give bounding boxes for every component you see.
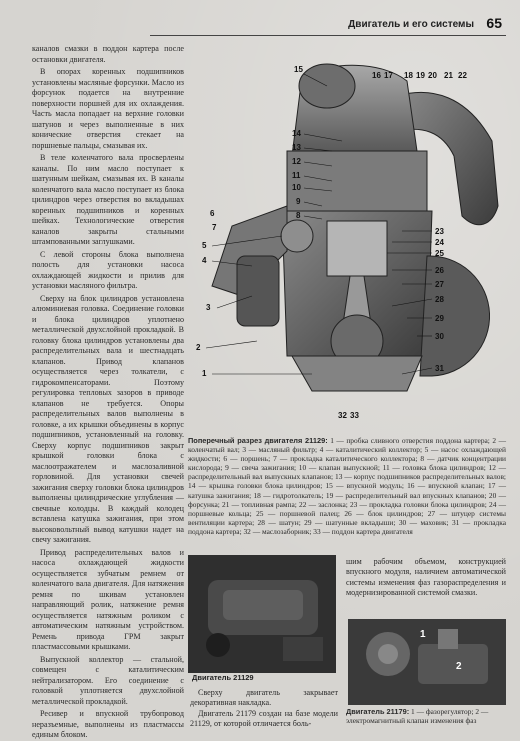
callout-5: 5 xyxy=(202,241,207,250)
callout-33: 33 xyxy=(350,411,359,420)
engine-photo-21179 xyxy=(348,619,506,705)
paragraph: шим рабочим объемом, конструкцией впускного модуля, наличием автоматической системы изменения фаз газораспределения и модернизированной системой смазки. xyxy=(346,557,506,598)
callout-28: 28 xyxy=(435,295,444,304)
photo2-caption-title: Двигатель 21179: xyxy=(346,707,410,716)
callout-3: 3 xyxy=(206,303,211,312)
callout-29: 29 xyxy=(435,314,444,323)
callout-24: 24 xyxy=(435,238,444,247)
callout-14: 14 xyxy=(292,129,301,138)
callout-7: 7 xyxy=(212,223,217,232)
callout-26: 26 xyxy=(435,266,444,275)
callout-2: 2 xyxy=(196,343,201,352)
middle-column-text xyxy=(190,688,338,730)
figure-caption xyxy=(188,436,506,536)
callout-10: 10 xyxy=(292,183,301,192)
callout-15: 15 xyxy=(294,65,303,74)
paragraph: Привод распределительных валов и насоса охлаждающей жидкости осуществляется зубчатым ремнем от коленчатого вала двигателя. Для натяжения ремня по шкивам установлен направляющий ролик, натяжение ремня осуществляется натяжным роликом с автоматическим натяжным устройством. Ремень привода ГРМ закрыт пластмассовыми крышками. xyxy=(32,547,184,651)
header-rule xyxy=(150,35,506,36)
callout-27: 27 xyxy=(435,280,444,289)
running-header xyxy=(0,13,520,37)
callout-9: 9 xyxy=(296,197,301,206)
photo2-caption xyxy=(346,707,508,725)
callout-19: 19 xyxy=(416,71,425,80)
callout-6: 6 xyxy=(210,209,215,218)
callout-31: 31 xyxy=(435,364,444,373)
callout-25: 25 xyxy=(435,249,444,258)
right-column-text xyxy=(346,557,506,599)
caption-title: Поперечный разрез двигателя 21129: xyxy=(188,436,328,445)
callout-12: 12 xyxy=(292,157,301,166)
paragraph: В теле коленчатого вала просверлены каналы. По ним масло поступает к шатунным шейкам, смазывая их. В каналы коленчатого вала масло поступает из блока цилиндров через отверстия во вкладышах коренных подшипников и коренных шейках. Технологические отверстия каналов закрыты стальными штампованными заглушками. xyxy=(32,153,184,246)
paragraph: С левой стороны блока выполнена полость для установки насоса охлаждающей жидкости и прилив для установки масляного фильтра. xyxy=(32,249,184,290)
paragraph: В опорах коренных подшипников установлены масляные форсунки. Масло из форсунок подается на внутренние поверхности поршней для их охлаждения. Часть масла попадает на верхние головки шатунов и через выполненные в них конические отверстия стекает на поршневые пальцы, смазывая их. xyxy=(32,67,184,150)
photo2-caption-text: 1 — фазорегулятор; 2 — электромагнитный клапан изменения фаз xyxy=(346,707,489,726)
section-title: Двигатель и его системы xyxy=(348,19,474,30)
paragraph: Двигатель 21179 создан на базе модели 21129, от которой отличается боль- xyxy=(190,708,338,729)
paragraph: Сверху двигатель закрывает декоративная накладка. xyxy=(190,688,338,708)
callout-11: 11 xyxy=(292,171,301,180)
callout-13: 13 xyxy=(292,143,301,152)
photo1-caption: Двигатель 21129 xyxy=(192,673,254,682)
left-column-text xyxy=(32,44,184,741)
callout-18: 18 xyxy=(404,71,413,80)
callout-1: 1 xyxy=(202,369,207,378)
callout-16: 16 xyxy=(372,71,381,80)
callout-4: 4 xyxy=(202,256,207,265)
callout-22: 22 xyxy=(458,71,467,80)
page-number: 65 xyxy=(486,15,502,31)
paragraph: Ресивер и впускной трубопровод неразъемные, выполнены из пластмассы единым блоком. xyxy=(32,709,184,739)
callout-20: 20 xyxy=(428,71,437,80)
paragraph: каналов смазки в поддон картера после остановки двигателя. xyxy=(32,44,184,64)
callout-32: 32 xyxy=(338,411,347,420)
paragraph: Сверху на блок цилиндров установлена алюминиевая головка. Соединение головки и блока цилиндров уплотнено металлической двухслойной прокладкой. В головку блока цилиндров установлены два распределительных вала и шестнадцать клапанов. Привод клапанов осуществляется через толкатели, с гидрокомпенсаторами. Поэтому регулировка тепловых зазоров в приводе клапанов не требуется. Опоры распределительных валов выполнены в головке, а их крышки объединены в корпус подшипников, установленный на головку. Сверху корпус подшипников закрыт крышкой головки блока с маслоотражателем и маслозаливной горловиной. Для установки свечей зажигания сверху головки блока цилиндров выполнены цилиндрические углубления — свечные колодцы. В каждый колодец вставлена катушка зажигания, при этом высоковольтный вывод катушки надет на свечу зажигания. xyxy=(32,293,184,544)
engine-cross-section-figure xyxy=(192,56,507,421)
callout-23: 23 xyxy=(435,227,444,236)
callout-30: 30 xyxy=(435,332,444,341)
callout-17: 17 xyxy=(384,71,393,80)
paragraph: Выпускной коллектор — стальной, совмещен с каталитическим нейтрализатором. Его соединение с головкой уплотняется двухслойной металлической прокладкой. xyxy=(32,654,184,706)
caption-text: 1 — пробка сливного отверстия поддона картера; 2 — коленчатый вал; 3 — масляный фильтр; 4 — каталитический коллектор; 5 — насос охлаждающей жидкости; 6 — поршень; 7 — прокладка каталитического коллектора; 8 — датчик концентрации кислорода; 9 — свеча зажигания; 10 — клапан выпускной; 11 — головка блока цилиндров; 12 — распределительный вал выпускных клапанов; 13 — корпус подшипников распределительных валов; 14 — крышка головки блока цилиндров; 15 — впускной модуль; 16 — впускной клапан; 17 — катушка зажигания; 18 — гидротолкатель; 19 — распределительный вал впускных клапанов; 20 — форсунка; 21 — топливная рампа; 22 — заслонка; 23 — прокладка головки блока цилиндров; 24 — поршневые кольца; 25 — поршневой палец; 26 — блок цилиндров; 27 — штуцер системы вентиляции картера; 28 — шатун; 29 — шатунные вкладыши; 30 — маховик; 31 — прокладка поддона картера; 32 — маслозаборник; 33 — поддон картера двигателя xyxy=(188,436,506,536)
callout-8: 8 xyxy=(296,211,301,220)
engine-photo-21129 xyxy=(188,555,336,673)
photo2-label-2: 2 xyxy=(456,661,462,672)
photo2-label-1: 1 xyxy=(420,629,426,640)
callout-21: 21 xyxy=(444,71,453,80)
